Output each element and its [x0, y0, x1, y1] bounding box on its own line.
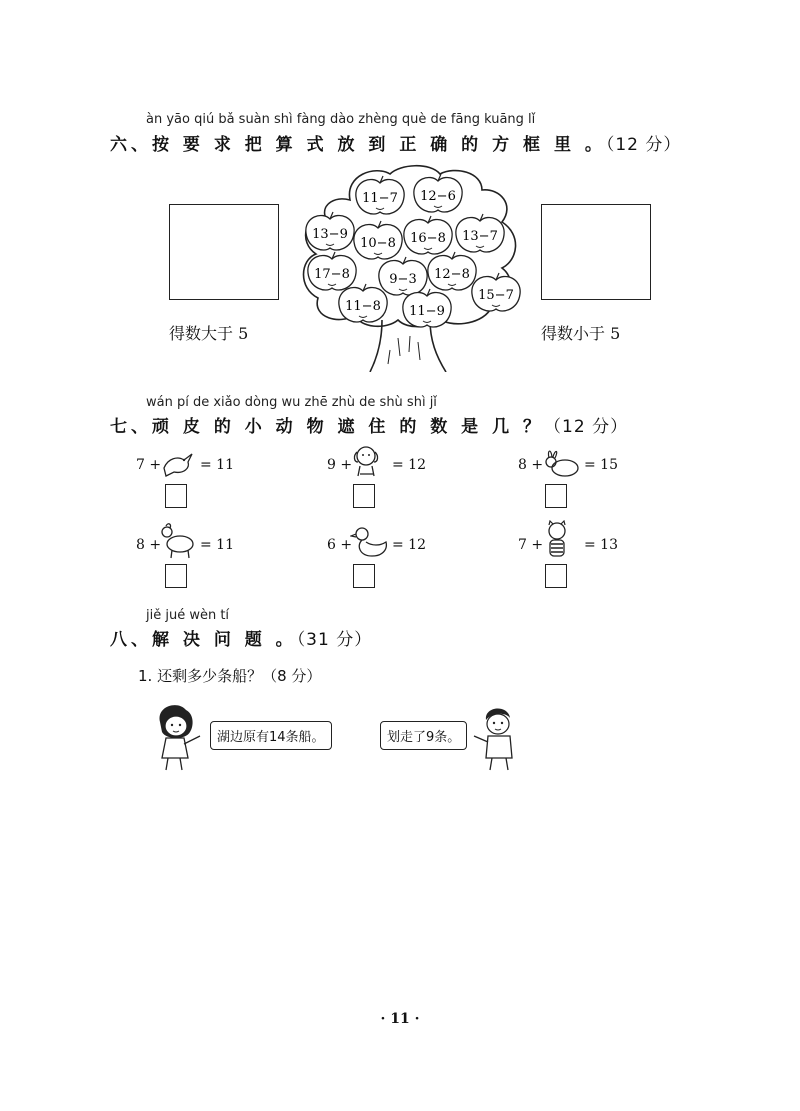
section8-pinyin: jiě jué wèn tí	[146, 608, 230, 623]
section8-points: （31 分）	[296, 630, 373, 650]
apple-9[interactable]	[428, 252, 476, 290]
apple-6[interactable]	[456, 214, 504, 252]
apple-7[interactable]	[308, 252, 356, 290]
answer-box-6[interactable]	[545, 564, 567, 588]
apple-8[interactable]	[379, 257, 427, 295]
page-number: · 11 ·	[380, 1011, 420, 1027]
apple-6-label: 13−7	[462, 229, 498, 244]
equation-2-left: 9 +	[327, 457, 353, 473]
section7-title: 七、顽 皮 的 小 动 物 遮 住 的 数 是 几 ？	[110, 417, 545, 437]
girl-icon	[150, 700, 206, 772]
apple-5[interactable]	[404, 216, 452, 254]
apple-3-label: 13−9	[312, 227, 348, 242]
apple-10[interactable]	[472, 273, 520, 311]
apple-1[interactable]	[356, 176, 404, 214]
section6-pinyin: àn yāo qiú bǎ suàn shì fàng dào zhèng què de fāng kuāng lǐ	[146, 112, 536, 127]
tree-trunk-lines	[388, 336, 420, 364]
equation-3-left: 8 +	[518, 457, 544, 473]
equation-5-right: = 12	[392, 537, 426, 553]
answer-box-greater-than-5[interactable]	[169, 204, 279, 300]
less-than-5-label: 得数小于 5	[541, 324, 621, 343]
section7-points: （12 分）	[544, 417, 629, 437]
rabbit-icon	[541, 446, 581, 478]
apple-9-label: 12−8	[434, 267, 470, 282]
equation-4-right: = 11	[200, 537, 234, 553]
tiger-icon	[541, 520, 573, 560]
equation-1-right: = 11	[200, 457, 234, 473]
dog-icon	[350, 444, 386, 478]
problem-1-question: 1. 还剩多少条船？（8 分）	[138, 667, 322, 685]
apple-tree-illustration	[290, 160, 530, 372]
equation-2-right: = 12	[392, 457, 426, 473]
equation-5-left: 6 +	[327, 537, 353, 553]
answer-box-less-than-5[interactable]	[541, 204, 651, 300]
apple-12[interactable]	[403, 289, 451, 327]
answer-box-1[interactable]	[165, 484, 187, 508]
apple-11[interactable]	[339, 284, 387, 322]
apple-7-label: 17−8	[314, 267, 350, 282]
girl-speech-bubble: 湖边原有14条船。	[210, 721, 332, 750]
apple-2[interactable]	[414, 174, 462, 212]
tree-trunk	[370, 320, 446, 372]
apple-5-label: 16−8	[410, 231, 446, 246]
apple-4[interactable]	[354, 221, 402, 259]
equation-4-left: 8 +	[136, 537, 162, 553]
section7-heading	[110, 412, 628, 437]
equation-6-right: = 13	[584, 537, 618, 553]
greater-than-5-label: 得数大于 5	[169, 324, 249, 343]
section6-title: 六、按 要 求 把 算 式 放 到 正 确 的 方 框 里 。	[110, 135, 606, 155]
answer-box-2[interactable]	[353, 484, 375, 508]
bird-icon	[160, 448, 196, 478]
apple-12-label: 11−9	[409, 304, 445, 319]
apple-11-label: 11−8	[345, 299, 381, 314]
apple-10-label: 15−7	[478, 288, 514, 303]
boy-icon	[470, 700, 526, 772]
equation-3-right: = 15	[584, 457, 618, 473]
section8-heading	[110, 625, 372, 650]
section7-pinyin: wán pí de xiǎo dòng wu zhē zhù de shù shì jǐ	[146, 395, 437, 410]
equation-1-left: 7 +	[136, 457, 162, 473]
section6-points: （12 分）	[605, 135, 682, 155]
boy-speech-bubble: 划走了9条。	[380, 721, 467, 750]
answer-box-4[interactable]	[165, 564, 187, 588]
apple-8-label: 9−3	[389, 272, 417, 287]
apple-3[interactable]	[306, 212, 354, 250]
goat-icon	[158, 520, 198, 560]
answer-box-5[interactable]	[353, 564, 375, 588]
answer-box-3[interactable]	[545, 484, 567, 508]
section8-title: 八、解 决 问 题 。	[110, 630, 297, 650]
apple-1-label: 11−7	[362, 191, 398, 206]
apple-2-label: 12−6	[420, 189, 456, 204]
equation-6-left: 7 +	[518, 537, 544, 553]
section6-heading	[110, 130, 681, 155]
duck-icon	[350, 524, 390, 560]
apple-4-label: 10−8	[360, 236, 396, 251]
